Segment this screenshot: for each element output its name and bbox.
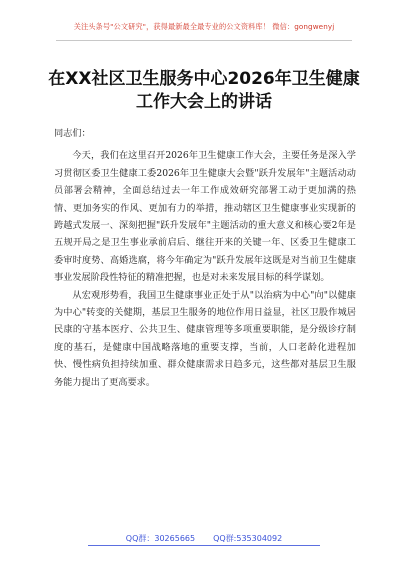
document-body	[54, 125, 356, 391]
footer	[0, 533, 408, 544]
paragraph: 从宏观形势看，我国卫生健康事业正处于从"以治病为中心"向"以健康为中心"转变的关健期，基层卫生服务的地位作用日益显，社区卫股作城居民康的守基本医疗、公共卫生、健康管理等多项重要职能，是分级诊疗制度的基石，是健康中国战略落地的重要支撑，当前，人口老龄化进程加快、慢性病负担持续加重、群众健康需求日趋多元，这些都对基层卫生服务能力提出了更高要求。	[54, 289, 356, 388]
salutation: 同志们：	[54, 128, 91, 139]
header-divider	[56, 40, 352, 41]
header-note: 关注头条号"公文研究"，获得最新最全最专业的公文资料库！ 微信：gongwenyj	[73, 22, 335, 31]
page-title: 在XX社区卫生服务中心2026年卫生健康工作大会上的讲话	[48, 69, 360, 113]
footer-qq-group-1: QQ群：30265665	[125, 534, 196, 543]
footer-qq-group-2: QQ群:535304092	[213, 534, 283, 543]
footer-underline	[88, 545, 320, 546]
paragraph: 今天，我们在这里召开2026年卫生健康工作大会，主要任务是深入学习贯彻区委卫生健康工委2026年卫生健康大会暨"跃升发展年"主题活动动员部署会精神，全面总结过去一年工作成效研究部署工动于更加满的热情、更加务实的作风、更加有力的举措，推动辖区卫生健康事业实现新的跨越式发展一、深刻把握"跃升发展年"主题活动的重大意义和核心要2年是五规开局之是卫生事业承前启后、继往开来的关键一年、区委卫生健康工委审时度势、高婚选腐，将今年确定为"跃升发展年这既是对当前卫生健康事业发展阶段性特征的精准把握，也是对未来发展目标的科学谋划。	[54, 150, 356, 284]
